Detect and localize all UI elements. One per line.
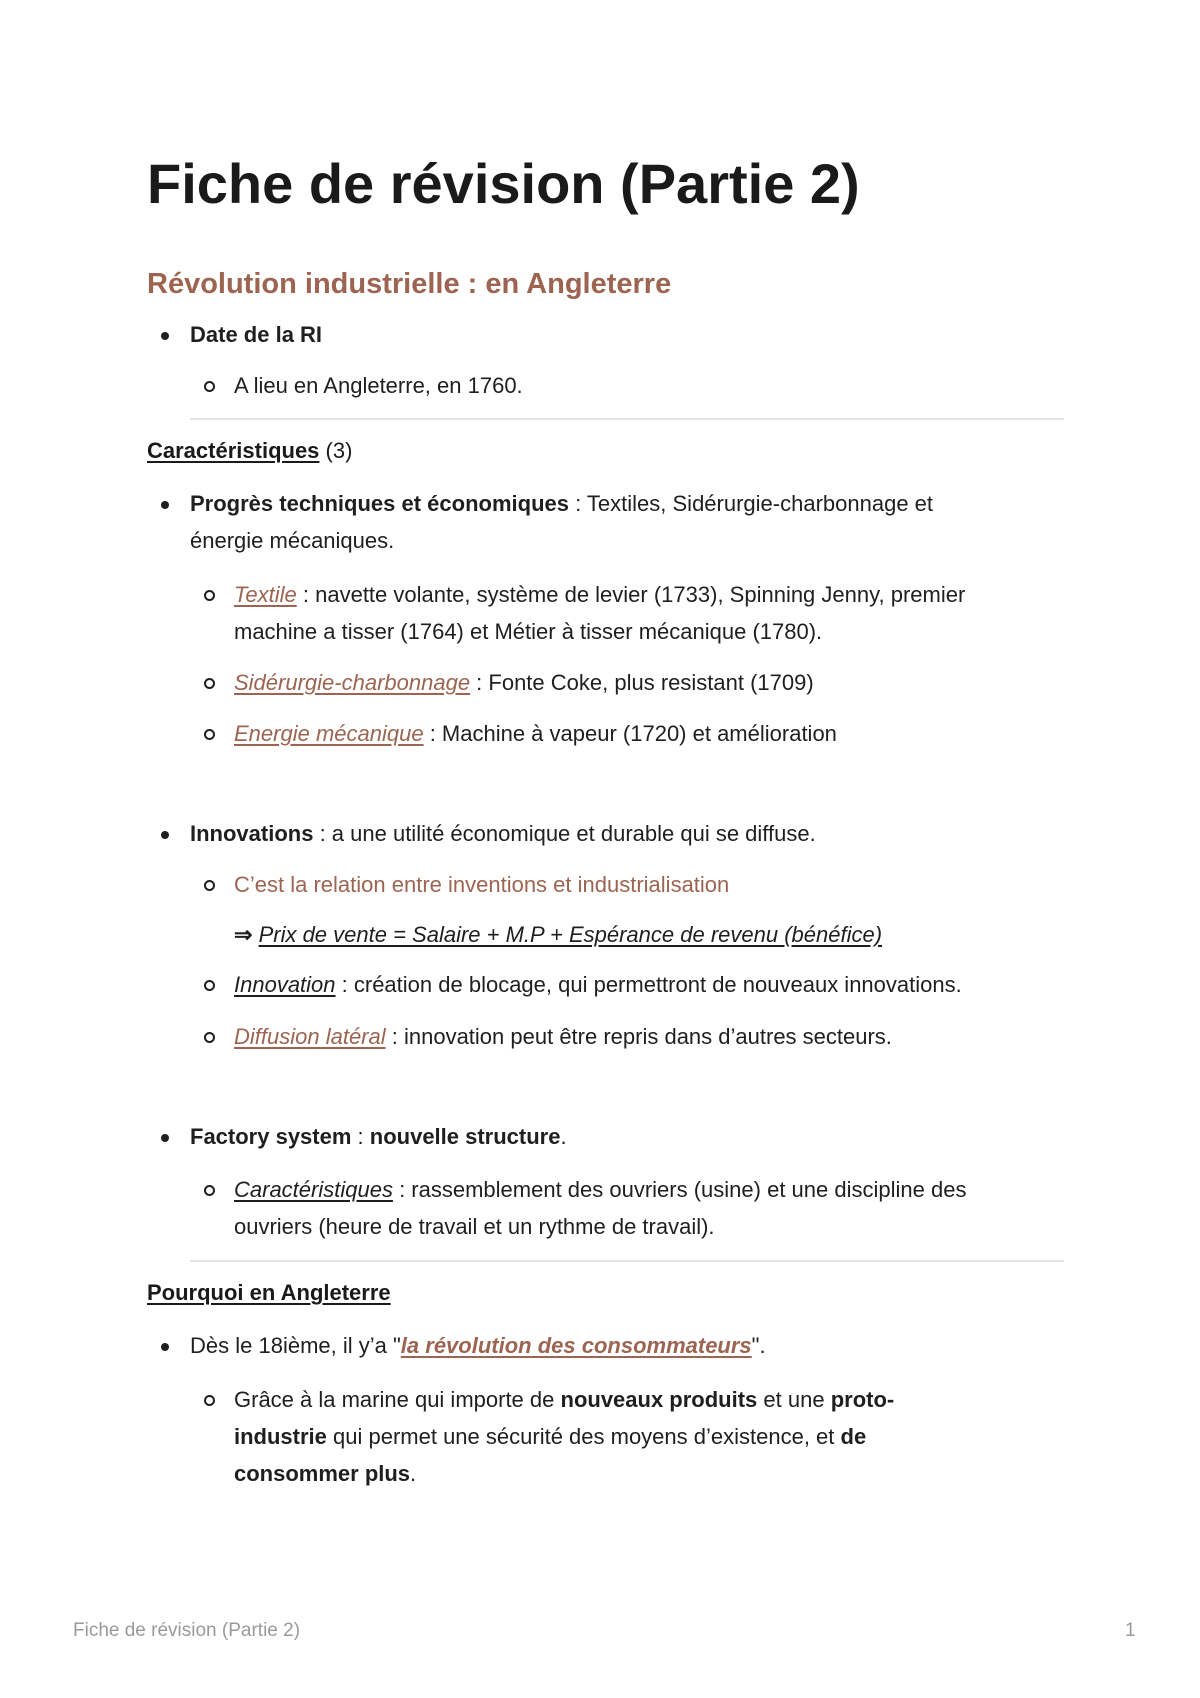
- energie-link[interactable]: Energie mécanique: [234, 721, 424, 746]
- formula-text: Prix de vente = Salaire + M.P + Espérance de revenu (bénéfice): [258, 922, 883, 947]
- textile-text-continued: machine a tisser (1764) et Métier à tisser mécanique (1780).: [234, 619, 823, 644]
- innovation-label: Innovation: [234, 972, 336, 997]
- list-item-date: Date de la RI: [190, 322, 323, 347]
- textile-text: : navette volante, système de levier (1733), Spinning Jenny, premier: [296, 582, 966, 607]
- consommateurs-suffix: ".: [751, 1333, 766, 1358]
- list-item-factory-caract: [234, 1171, 966, 1208]
- marine-text-2: et une: [757, 1387, 831, 1412]
- factory-caract-text: : rassemblement des ouvriers (usine) et une discipline des: [392, 1177, 967, 1202]
- subheading-caracteristiques: [147, 434, 352, 468]
- marine-line-3: [234, 1455, 416, 1492]
- list-item-diffusion: [234, 1018, 892, 1055]
- bullet-circle-icon: [204, 678, 215, 689]
- factory-sep: :: [351, 1124, 370, 1149]
- siderurgie-link[interactable]: Sidérurgie-charbonnage: [234, 670, 471, 695]
- bullet-disc-icon: [161, 332, 169, 340]
- list-item-energie: [234, 715, 837, 752]
- page-number: 1: [1125, 1620, 1136, 1641]
- bullet-circle-icon: [204, 980, 215, 991]
- textile-link[interactable]: Textile: [234, 582, 297, 607]
- bullet-circle-icon: [204, 590, 215, 601]
- bullet-disc-icon: [161, 1343, 169, 1351]
- bullet-disc-icon: [161, 501, 169, 509]
- bullet-circle-icon: [204, 1395, 215, 1406]
- consommateurs-link[interactable]: la révolution des consommateurs: [400, 1333, 752, 1358]
- marine-line-2: [234, 1418, 866, 1455]
- diffusion-link[interactable]: Diffusion latéral: [234, 1024, 386, 1049]
- divider: [190, 418, 1064, 420]
- factory-caract-label: Caractéristiques: [234, 1177, 393, 1202]
- list-item-siderurgie: [234, 664, 814, 701]
- subheading-caracteristiques-count: (3): [325, 438, 353, 463]
- diffusion-text: : innovation peut être repris dans d’autres secteurs.: [385, 1024, 892, 1049]
- innovations-text: : a une utilité économique et durable qui se diffuse.: [313, 821, 816, 846]
- subheading-pourquoi: Pourquoi en Angleterre: [147, 1280, 391, 1305]
- list-item-consommateurs: [190, 1327, 766, 1364]
- innovations-label: Innovations: [190, 821, 314, 846]
- innovation-text: : création de blocage, qui permettront de nouveaux innovations.: [335, 972, 962, 997]
- list-item-innovation: [234, 966, 962, 1003]
- bullet-disc-icon: [161, 1134, 169, 1142]
- section-heading-revolution: Révolution industrielle : en Angleterre: [147, 268, 672, 300]
- factory-structure: nouvelle structure: [369, 1124, 561, 1149]
- factory-label: Factory system: [190, 1124, 352, 1149]
- marine-text-end: .: [410, 1461, 417, 1486]
- bullet-circle-icon: [204, 880, 215, 891]
- marine-bold-consommer: consommer plus: [234, 1461, 411, 1486]
- arrow-icon: ⇒: [234, 922, 253, 947]
- progres-text: : Textiles, Sidérurgie-charbonnage et: [568, 491, 934, 516]
- marine-bold-de: de: [840, 1424, 867, 1449]
- list-item-progres: [190, 485, 933, 522]
- factory-caract-continued: ouvriers (heure de travail et un rythme de travail).: [234, 1214, 715, 1239]
- bullet-circle-icon: [204, 1185, 215, 1196]
- siderurgie-text: : Fonte Coke, plus resistant (1709): [470, 670, 814, 695]
- bullet-circle-icon: [204, 381, 215, 392]
- bullet-disc-icon: [161, 831, 169, 839]
- subheading-caracteristiques-label: Caractéristiques: [147, 438, 320, 463]
- marine-text-1: Grâce à la marine qui importe de: [234, 1387, 561, 1412]
- marine-bold-industrie: industrie: [234, 1424, 327, 1449]
- formula-line: [234, 916, 882, 953]
- list-item-relation: C’est la relation entre inventions et industrialisation: [234, 872, 730, 897]
- page-title: Fiche de révision (Partie 2): [147, 152, 860, 215]
- progres-text-continued: énergie mécaniques.: [190, 528, 395, 553]
- bullet-circle-icon: [204, 1032, 215, 1043]
- list-item-factory: [190, 1118, 567, 1155]
- bullet-circle-icon: [204, 729, 215, 740]
- progres-label: Progrès techniques et économiques: [190, 491, 569, 516]
- marine-bold-produits: nouveaux produits: [560, 1387, 758, 1412]
- marine-text-3: qui permet une sécurité des moyens d’existence, et: [326, 1424, 841, 1449]
- list-item-marine: [234, 1381, 894, 1418]
- list-item-textile: [234, 576, 965, 613]
- list-item-innovations: [190, 815, 816, 852]
- divider: [190, 1260, 1064, 1262]
- list-item-date-detail: A lieu en Angleterre, en 1760.: [234, 373, 523, 398]
- marine-bold-proto: proto-: [830, 1387, 895, 1412]
- footer-title: Fiche de révision (Partie 2): [73, 1620, 301, 1641]
- energie-text: : Machine à vapeur (1720) et amélioration: [423, 721, 837, 746]
- factory-end: .: [560, 1124, 567, 1149]
- consommateurs-prefix: Dès le 18ième, il y’a ": [190, 1333, 401, 1358]
